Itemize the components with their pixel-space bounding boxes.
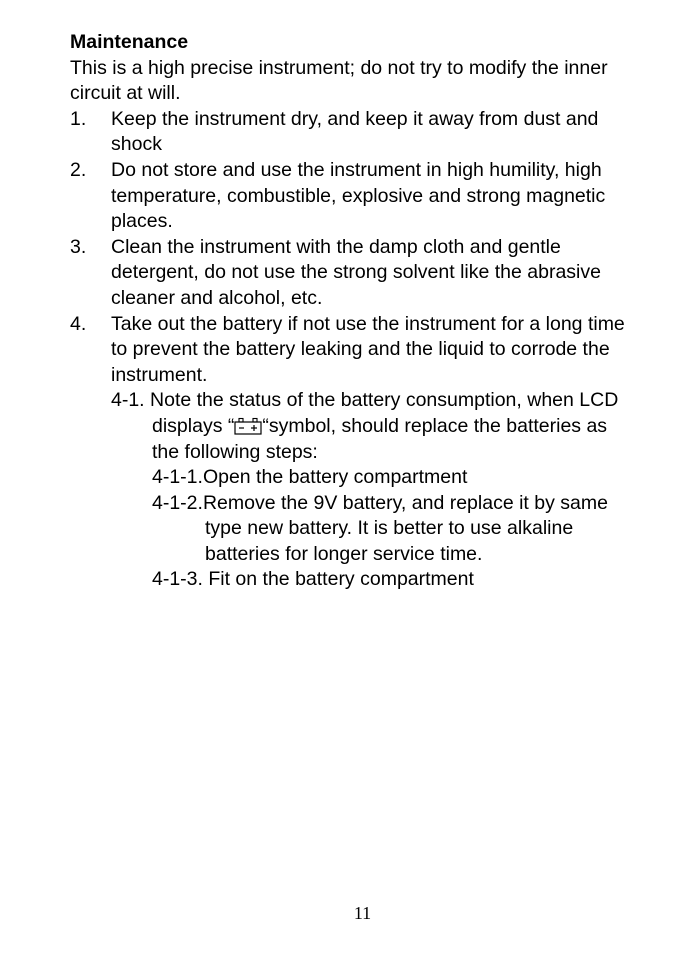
intro-line: This is a high precise instrument; do not try to modify the inner: [70, 56, 608, 79]
step-item-line: batteries for longer service time.: [205, 542, 483, 565]
item-line: to prevent the battery leaking and the liquid to corrode the: [111, 338, 610, 361]
sub-item-text: displays “: [152, 414, 235, 437]
item-line: cleaner and alcohol, etc.: [111, 286, 323, 309]
sub-item-line: the following steps:: [152, 440, 318, 463]
document-page: [70, 30, 670, 593]
list-item: [70, 107, 670, 158]
list-item: [70, 235, 670, 312]
page-number: 11: [353, 903, 372, 923]
sub-item-line: [111, 414, 670, 440]
item-number: 4.: [70, 312, 87, 335]
item-line: places.: [111, 210, 173, 233]
item-line: Clean the instrument with the damp cloth and gentle: [111, 235, 561, 258]
battery-low-icon: [234, 417, 262, 435]
item-number: 1.: [70, 107, 87, 130]
item-line: instrument.: [111, 363, 208, 386]
sub-item-text: “symbol, should replace the batteries as: [262, 414, 608, 437]
item-line: temperature, combustible, explosive and strong magnetic: [111, 184, 606, 207]
step-item: 4-1-3. Fit on the battery compartment: [152, 568, 474, 591]
item-line: Take out the battery if not use the instrument for a long time: [111, 312, 625, 335]
item-line: Keep the instrument dry, and keep it away from dust and: [111, 107, 599, 130]
item-number: 3.: [70, 235, 87, 258]
sub-item-4-1: [111, 388, 670, 465]
item-number: 2.: [70, 158, 87, 181]
item-line: shock: [111, 133, 162, 156]
item-line: detergent, do not use the strong solvent like the abrasive: [111, 261, 601, 284]
section-heading: Maintenance: [70, 31, 189, 53]
step-item: 4-1-1.Open the battery compartment: [152, 466, 468, 489]
list-item: [70, 312, 670, 389]
intro-line: circuit at will.: [70, 82, 181, 105]
list-item: [70, 158, 670, 235]
step-item-line: type new battery. It is better to use alkaline: [205, 517, 574, 540]
step-item: 4-1-2.Remove the 9V battery, and replace it by same: [152, 491, 608, 514]
item-line: Do not store and use the instrument in high humility, high: [111, 158, 602, 181]
sub-item-line: 4-1. Note the status of the battery consumption, when LCD: [111, 389, 619, 412]
step-list: [152, 465, 670, 593]
